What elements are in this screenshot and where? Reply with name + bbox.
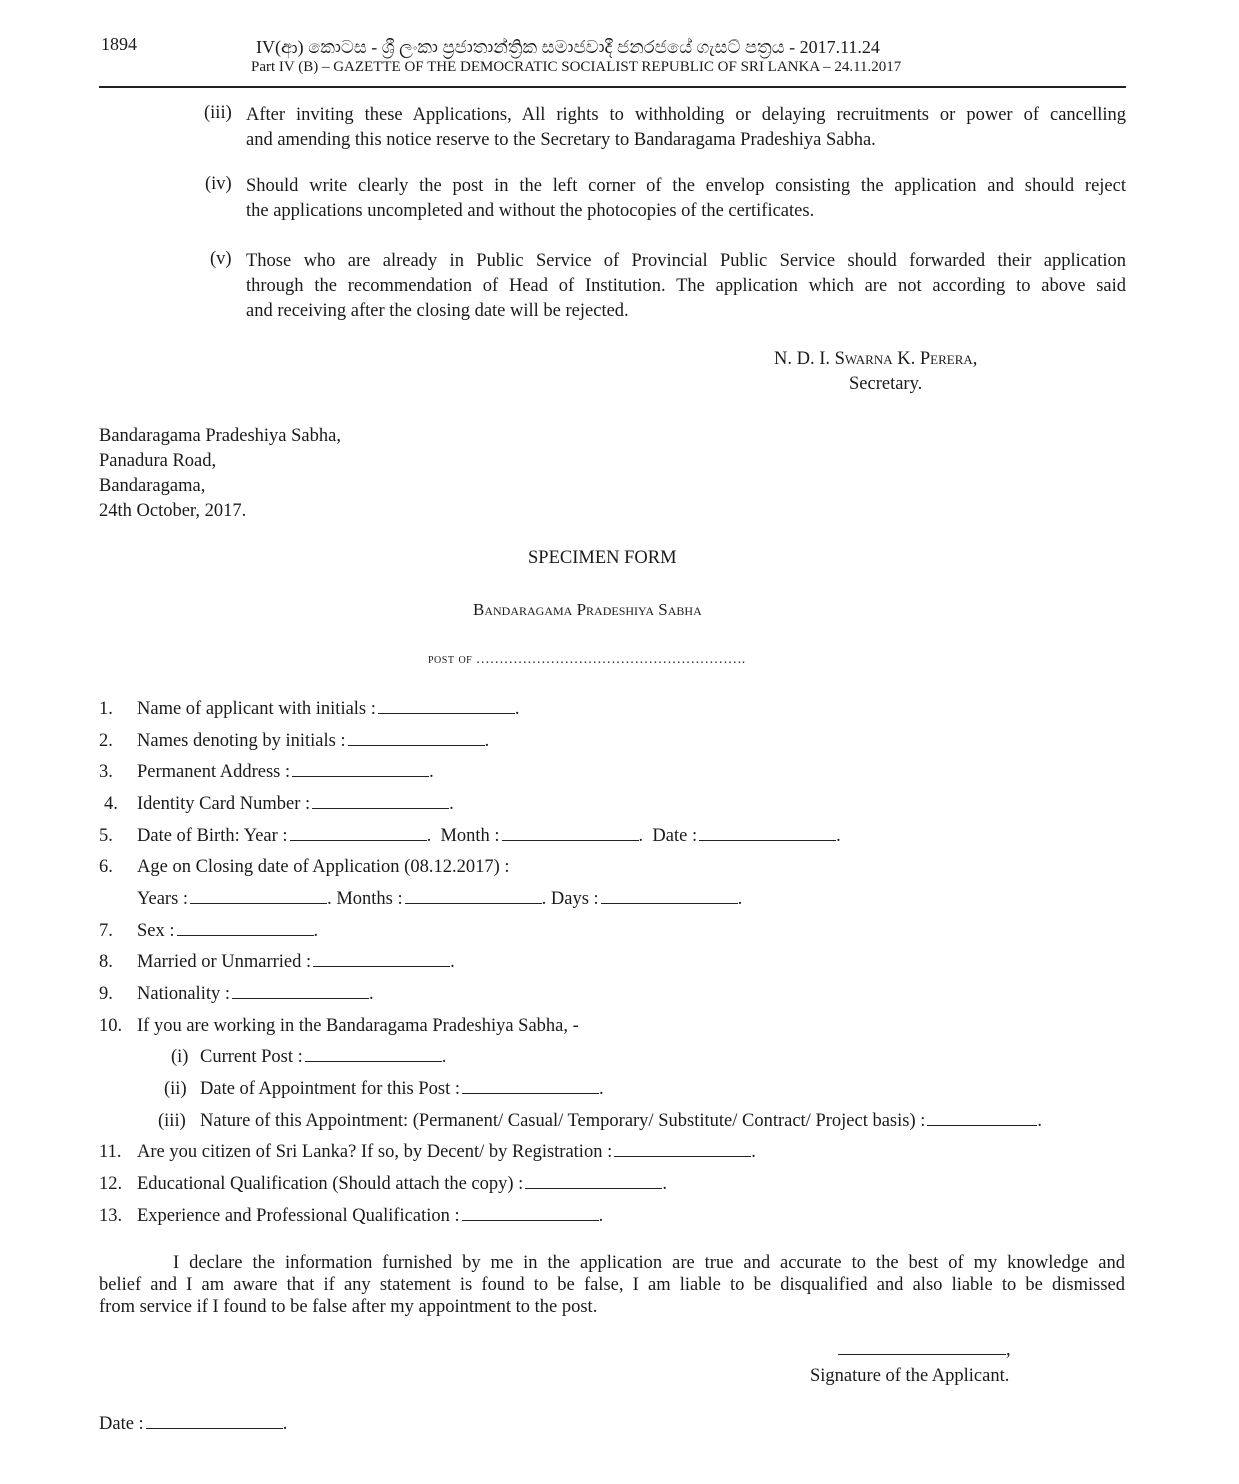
item-label: Married or Unmarried : [137,952,312,972]
blank-line [232,986,369,999]
item-identity-card: Identity Card Number : . [137,794,454,814]
item-experience-qualification: Experience and Professional Qualification : . [137,1206,604,1226]
item-label: Years : [137,889,189,909]
item-label: Months : [336,889,403,909]
item-nationality: Nationality : . [137,984,374,1004]
item-number: 3. [99,762,113,782]
item-label: Nationality : [137,984,230,1004]
clause-number: (iv) [205,174,232,194]
blank-line [190,891,327,904]
form-subtitle: Bandaragama Pradeshiya Sabha [473,600,702,619]
item-educational-qualification: Educational Qualification (Should attach the copy) : . [137,1174,667,1194]
signatory-last-name: Perera, [919,349,978,369]
item-date-of-birth: Date of Birth: Year : . Month : . Date : . [137,826,841,846]
item-number: 6. [99,857,113,877]
item-working-in-sabha: If you are working in the Bandaragama Pradeshiya Sabha, - [137,1016,579,1036]
item-names-denoting: Names denoting by initials : . [137,731,490,751]
clause-line: and amending this notice reserve to the Secretary to Bandaragama Pradeshiya Sabha. [246,130,876,150]
signature-blank: , [836,1340,1011,1361]
item-number: 9. [99,984,113,1004]
blank-line [146,1416,283,1429]
address-date: 24th October, 2017. [99,501,247,521]
blank-line [699,828,836,841]
subitem-nature-of-appointment: Nature of this Appointment: (Permanent/ Casual/ Temporary/ Substitute/ Contract/ Project basis) : . [200,1111,1043,1131]
clause-line: After inviting these Applications, All rights to withholding or delaying recruitments or power of cancelling [246,105,1126,125]
clause-line: Should write clearly the post in the left corner of the envelop consisting the application and should reject [246,176,1126,196]
item-age-on-closing: Age on Closing date of Application (08.12.2017) : [137,857,510,877]
date-field: Date : . [99,1414,288,1434]
subitem-number: (ii) [164,1079,187,1099]
item-label: Date : [99,1414,144,1434]
declaration-paragraph [99,1252,1125,1318]
item-marital-status: Married or Unmarried : . [137,952,455,972]
post-of-line [428,652,745,668]
item-number: 2. [99,731,113,751]
item-number: 8. [99,952,113,972]
item-label: Permanent Address : [137,762,291,782]
item-number: 10. [99,1016,123,1036]
item-number: 12. [99,1174,123,1194]
item-label: Educational Qualification (Should attach the copy) : [137,1174,524,1194]
page-number: 1894 [101,34,137,54]
item-label: Names denoting by initials : [137,731,346,751]
header-sinhala: IV(ආ) කොටස - ශ්‍රී ලංකා ප්‍රජාතාන්ත්‍රික සමාජවාදී ජනරජයේ ගැසට් පත්‍රය - 2017.11.24 [256,37,880,57]
item-number: 13. [99,1206,123,1226]
signature-label: Signature of the Applicant. [810,1366,1010,1386]
subitem-current-post: Current Post : . [200,1047,447,1067]
blank-line [177,923,314,936]
blank-line [525,1176,662,1189]
subitem-number: (iii) [158,1111,186,1131]
post-of-label: post of [428,652,473,667]
declaration-line: from service if I found to be false after my appointment to the post. [99,1297,598,1317]
clause-line: Those who are already in Public Service of Provincial Public Service should forwarded their application [246,251,1126,271]
item-age-breakdown: Years : . Months : . Days : . [137,889,743,909]
clause-text [246,249,1126,324]
blank-line [378,701,515,714]
clause-line: and receiving after the closing date will be rejected. [246,301,629,321]
item-label: Experience and Professional Qualification : [137,1206,460,1226]
blank-line [462,1081,599,1094]
blank-line [290,828,427,841]
clause-number: (v) [210,249,232,269]
blank-line [405,891,542,904]
item-name-of-applicant: Name of applicant with initials : . [137,699,520,719]
blank-line [614,1144,751,1157]
signatory-middle-initial: K. [897,349,916,369]
address-line: Bandaragama, [99,476,206,496]
item-label: Date of Appointment for this Post : [200,1079,461,1099]
declaration-line: I declare the information furnished by me in the application are true and accurate to the best of my knowledge and [173,1253,1125,1273]
blank-line [462,1208,599,1221]
item-sex: Sex : . [137,921,319,941]
item-number: 7. [99,921,113,941]
blank-line [312,796,449,809]
item-label: Days : [550,889,599,909]
subitem-date-of-appointment: Date of Appointment for this Post : . [200,1079,604,1099]
item-label: Sex : [137,921,175,941]
blank-line [292,764,429,777]
blank-line [927,1113,1037,1126]
item-label: Identity Card Number : [137,794,311,814]
item-number: 5. [99,826,113,846]
item-number: 1. [99,699,113,719]
blank-line [601,891,738,904]
item-label: Date of Birth: Year : [137,826,288,846]
item-permanent-address: Permanent Address : . [137,762,434,782]
blank-line [305,1049,442,1062]
clause-number: (iii) [204,103,232,123]
address-block [99,424,341,524]
blank-line [838,1342,1006,1355]
item-label: Are you citizen of Sri Lanka? If so, by Decent/ by Registration : [137,1142,613,1162]
item-label: Current Post : [200,1047,303,1067]
blank-line [348,733,485,746]
header-rule [99,86,1126,88]
clause-line: the applications uncompleted and without the photocopies of the certificates. [246,201,815,221]
post-of-dots: …………………………………………………. [475,652,746,667]
signatory-name [774,349,977,370]
item-label: Month : [440,826,500,846]
item-label: Name of applicant with initials : [137,699,376,719]
item-citizenship: Are you citizen of Sri Lanka? If so, by Decent/ by Registration : . [137,1142,756,1162]
header-english: Part IV (B) – GAZETTE OF THE DEMOCRATIC SOCIALIST REPUBLIC OF SRI LANKA – 24.11.2017 [251,59,902,75]
signatory-initials: N. D. I. [774,349,831,369]
clause-text [246,103,1126,153]
subitem-number: (i) [171,1047,189,1067]
signatory-title: Secretary. [849,374,923,394]
item-number: 4. [104,794,118,814]
clause-line: through the recommendation of Head of Institution. The application which are not according to above said [246,276,1126,296]
item-number: 11. [99,1142,122,1162]
declaration-line: belief and I am aware that if any statement is found to be false, I am liable to be disqualified and also liable to be dismissed [99,1275,1125,1295]
item-label: Nature of this Appointment: (Permanent/ Casual/ Temporary/ Substitute/ Contract/ Project basis) : [200,1111,926,1131]
address-line: Panadura Road, [99,451,217,471]
address-line: Bandaragama Pradeshiya Sabha, [99,426,341,446]
clause-text [246,174,1126,224]
signatory-first-name: Swarna [834,349,893,369]
blank-line [313,954,450,967]
blank-line [502,828,639,841]
item-label: Date : [652,826,698,846]
form-title: SPECIMEN FORM [528,548,677,568]
